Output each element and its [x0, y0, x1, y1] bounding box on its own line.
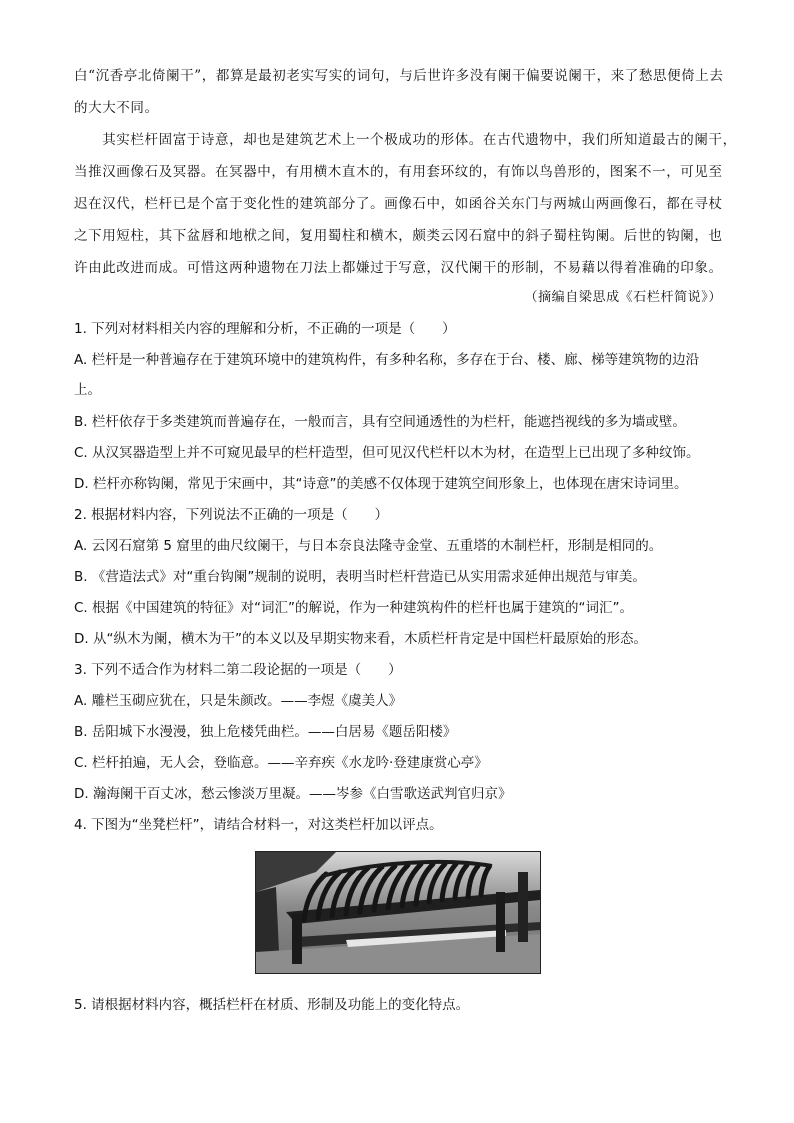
- passage-line: 其实栏杆固富于诗意，却也是建筑艺术上一个极成功的形体。在古代遗物中，我们所知道最古的阑干，: [74, 132, 737, 148]
- option-2b: B. 《营造法式》对“重台钩阑”规制的说明，表明当时栏杆营造已从实用需求延伸出规范与审美。: [74, 569, 646, 585]
- option-1a: A. 栏杆是一种普遍存在于建筑环境中的建筑构件，有多种名称，多存在于台、楼、廊、梯等建筑物的边沿: [74, 352, 700, 368]
- bench-railing-photo: [255, 851, 541, 974]
- option-2a: A. 云冈石窟第 5 窟里的曲尺纹阑干，与日本奈良法隆寺金堂、五重塔的木制栏杆，形制是相同的。: [74, 538, 663, 554]
- question-3: 3. 下列不适合作为材料二第二段论据的一项是（ ）: [74, 662, 402, 678]
- option-3b: B. 岳阳城下水漫漫，独上危楼凭曲栏。——白居易《题岳阳楼》: [74, 724, 457, 740]
- option-1c: C. 从汉冥器造型上并不可窥见最早的栏杆造型，但可见汉代栏杆以木为材，在造型上已出现了多种纹饰。: [74, 445, 700, 461]
- option-2c: C. 根据《中国建筑的特征》对“词汇”的解说，作为一种建筑构件的栏杆也属于建筑的“词汇”。: [74, 600, 633, 616]
- option-3a: A. 雕栏玉砌应犹在，只是朱颜改。——李煜《虞美人》: [74, 693, 403, 709]
- option-1a-cont: 上。: [74, 382, 101, 398]
- citation: （摘编自梁思成《石栏杆简说》）: [524, 290, 722, 305]
- question-2: 2. 根据材料内容，下列说法不正确的一项是（ ）: [74, 507, 389, 523]
- question-5: 5. 请根据材料内容，概括栏杆在材质、形制及功能上的变化特点。: [74, 997, 470, 1013]
- option-1b: B. 栏杆依存于多类建筑而普遍存在，一般而言，具有空间通透性的为栏杆，能遮挡视线的多为墙或壁。: [74, 414, 686, 430]
- option-3c: C. 栏杆拍遍，无人会，登临意。——辛弃疾《水龙吟·登建康赏心亭》: [74, 755, 488, 771]
- passage-line: 当推汉画像石及冥器。在冥器中，有用横木直木的，有用套环纹的，有饰以鸟兽形的，图案不一，可见至: [74, 164, 723, 180]
- option-2d: D. 从“纵木为阑，横木为干”的本义以及早期实物来看，木质栏杆肯定是中国栏杆最原始的形态。: [74, 631, 647, 647]
- question-1: 1. 下列对材料相关内容的理解和分析，不正确的一项是（ ）: [74, 321, 456, 337]
- passage-line: 许由此改进而成。可惜这两种遗物在刀法上都嫌过于写意，汉代阑干的形制，不易藉以得着准确的印象。: [74, 260, 723, 276]
- question-4: 4. 下图为“坐凳栏杆”，请结合材料一，对这类栏杆加以评点。: [74, 817, 443, 833]
- passage-line: 的大大不同。: [74, 100, 159, 116]
- passage-line: 迟在汉代，栏杆已是个富于变化性的建筑部分了。画像石中，如函谷关东门与两城山两画像石，都在寻杖: [74, 196, 723, 212]
- option-1d: D. 栏杆亦称钩阑，常见于宋画中，其“诗意”的美感不仅体现于建筑空间形象上，也体现在唐宋诗词里。: [74, 476, 688, 492]
- passage-line: 白“沉香亭北倚阑干”，都算是最初老实写实的词句，与后世许多没有阑干偏要说阑干，来了愁思便倚上去: [74, 68, 724, 84]
- passage-line: 之下用短柱，其下盆唇和地栿之间，复用蜀柱和横木，颇类云冈石窟中的斜子蜀柱钩阑。后世的钩阑，也: [74, 228, 723, 244]
- option-3d: D. 瀚海阑干百丈冰，愁云惨淡万里凝。——岑参《白雪歌送武判官归京》: [74, 786, 512, 802]
